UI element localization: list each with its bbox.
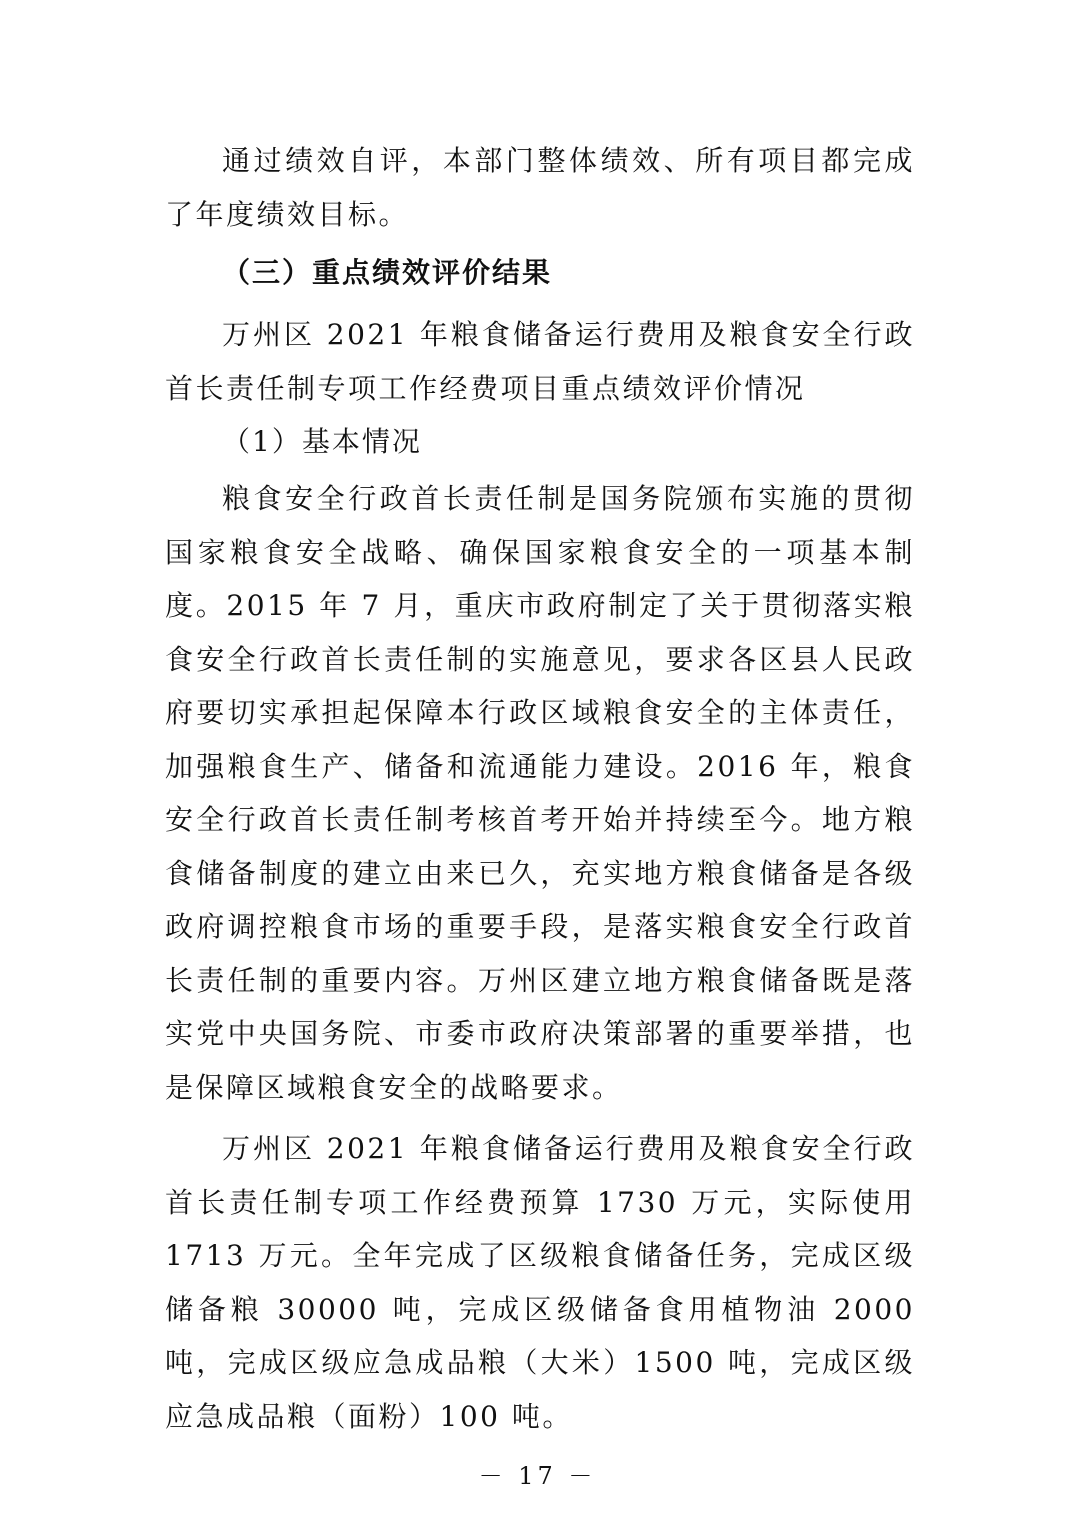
subheading-basic: （1）基本情况 (222, 425, 422, 458)
paragraph-background: 粮食安全行政首长责任制是国务院颁布实施的贯彻国家粮食安全战略、确保国家粮食安全的一项基本制度。2015 年 7 月，重庆市政府制定了关于贯彻落实粮食安全行政首长责任制的实施意见，要求各区县人民政府要切实承担起保障本行政区域粮食安全的主体责任，加强粮食生产、储备和流通能力建设。2016 年，粮食安全行政首长责任制考核首考开始并持续至今。地方粮食储备制度的建立由来已久，充实地方粮食储备是各级政府调控粮食市场的重要手段，是落实粮食安全行政首长责任制的重要内容。万州区建立地方粮食储备既是落实党中央国务院、市委市政府决策部署的重要举措，也是保障区域粮食安全的战略要求。 (165, 482, 915, 1104)
paragraph-budget: 万州区 2021 年粮食储备运行费用及粮食安全行政首长责任制专项工作经费预算 1730 万元，实际使用 1713 万元。全年完成了区级粮食储备任务，完成区级储备粮 30000 吨，完成区级储备食用植物油 2000 吨，完成区级应急成品粮（大米）1500 吨，完成区级应急成品粮（面粉）100 吨。 (165, 1132, 915, 1433)
paragraph-summary: 通过绩效自评，本部门整体绩效、所有项目都完成了年度绩效目标。 (165, 144, 915, 231)
project-title: 万州区 2021 年粮食储备运行费用及粮食安全行政首长责任制专项工作经费项目重点绩效评价情况 (165, 318, 915, 405)
section-heading: （三）重点绩效评价结果 (222, 256, 553, 289)
page-number: － 17 － (478, 1462, 597, 1490)
